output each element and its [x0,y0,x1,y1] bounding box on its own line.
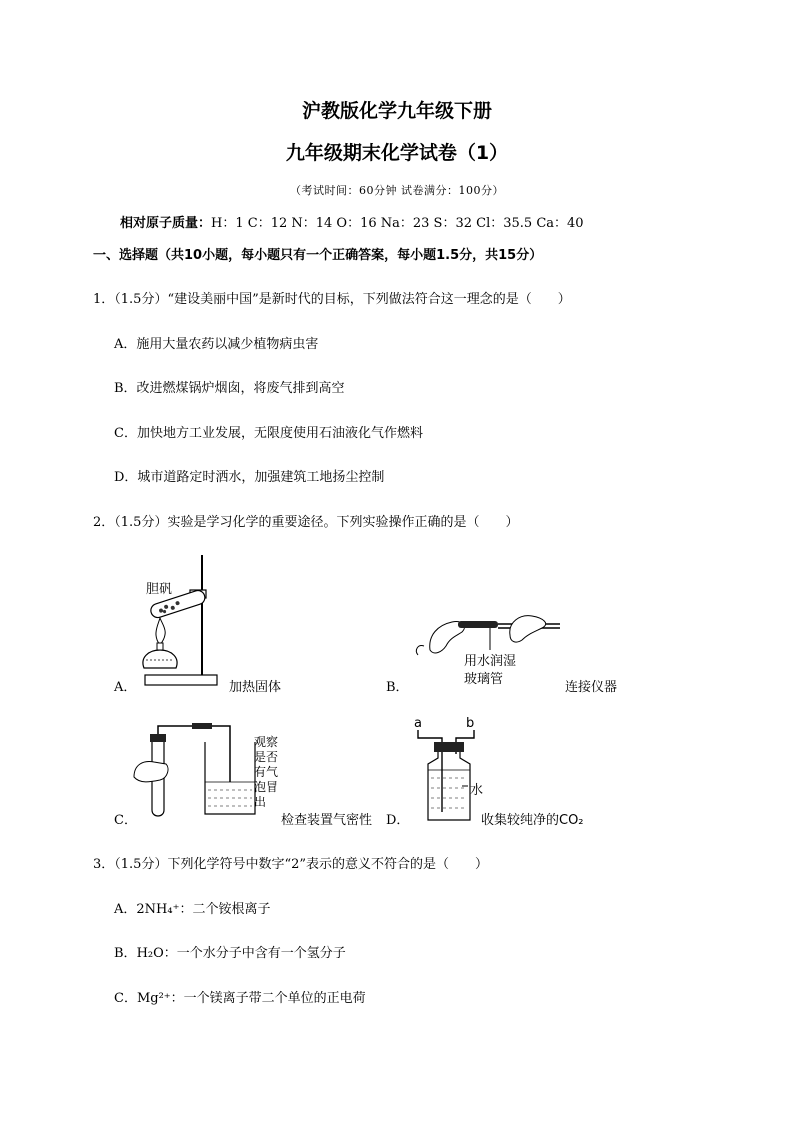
option-b-letter: B． [386,680,409,695]
q3-option-a [114,898,270,917]
figure-b-note-line-2: 玻璃管 [464,672,504,687]
figure-a-reagent-label: 胆矾 [146,582,173,597]
figure-c-airtightness-apparatus [130,722,260,822]
exam-note: （考试时间：60分钟 试卷满分：100分） [290,184,504,197]
figure-b-note-line-1: 用水润湿 [464,654,517,669]
figure-d-port-a: a [414,716,422,731]
atomic-masses [120,212,584,231]
q1-option-a: A．施用大量农药以减少植物病虫害 [114,337,319,352]
figure-c-note-line-4: 泡冒 [254,780,279,794]
figure-c-note-line-3: 有气 [254,765,279,779]
figure-b-caption: 连接仪器 [565,680,618,695]
q3-option-a-meaning: ：二个铵根离子 [179,902,271,917]
question-3-stem: 3．（1.5分）下列化学符号中数字“2”表示的意义不符合的是（ ） [93,857,489,872]
section-title: 一、选择题（共10小题，每小题只有一个正确答案，每小题1.5分，共15分） [93,248,543,263]
figure-d-port-b: b [466,716,475,731]
option-d-letter: D． [386,813,410,828]
q3-option-a-formula: 2NH₄⁺ [136,902,180,917]
figure-c-note-line-2: 是否 [254,750,279,764]
figure-a-heating-apparatus [130,550,230,690]
figure-c-note-line-5: 出 [254,795,267,809]
title-line-2: 九年级期末化学试卷（1） [285,142,509,164]
figure-d-caption: 收集较纯净的CO₂ [481,813,584,828]
q3-option-c-meaning: ：一个镁离子带二个单位的正电荷 [170,991,366,1006]
question-1-stem: 1．（1.5分）“建设美丽中国”是新时代的目标，下列做法符合这一理念的是（ ） [93,292,571,307]
q3-option-b [114,942,346,961]
q3-option-a-letter: A． [114,902,137,917]
q1-option-c: C．加快地方工业发展，无限度使用石油液化气作燃料 [114,426,423,441]
q3-option-b-meaning: ：一个水分子中含有一个氢分子 [163,946,346,961]
figure-a-caption: 加热固体 [229,680,282,695]
q3-option-c-letter: C． [114,991,137,1006]
figure-c-note [254,735,278,810]
q1-option-d: D．城市道路定时洒水，加强建筑工地扬尘控制 [114,470,385,485]
q1-option-b: B．改进燃煤锅炉烟囱，将废气排到高空 [114,381,345,396]
atomic-masses-label: 相对原子质量： [120,216,212,231]
atomic-masses-values: H：1 C：12 N：14 O：16 Na：23 S：32 Cl：35.5 Ca：40 [211,216,584,231]
question-2-stem: 2．（1.5分）实验是学习化学的重要途径。下列实验操作正确的是（ ） [93,515,519,530]
q3-option-b-formula: H₂O [136,946,164,961]
figure-c-note-line-1: 观察 [254,735,279,749]
figure-d-gas-bottle-apparatus [412,728,492,824]
q3-option-b-letter: B． [114,946,137,961]
option-a-letter: A． [114,680,137,695]
q3-option-c-formula: Mg²⁺ [136,991,171,1006]
title-line-1: 沪教版化学九年级下册 [301,100,492,122]
q3-option-c [114,987,366,1006]
figure-c-caption: 检查装置气密性 [281,813,373,828]
figure-d-water-label: 水 [470,783,484,798]
option-c-letter: C． [114,813,137,828]
